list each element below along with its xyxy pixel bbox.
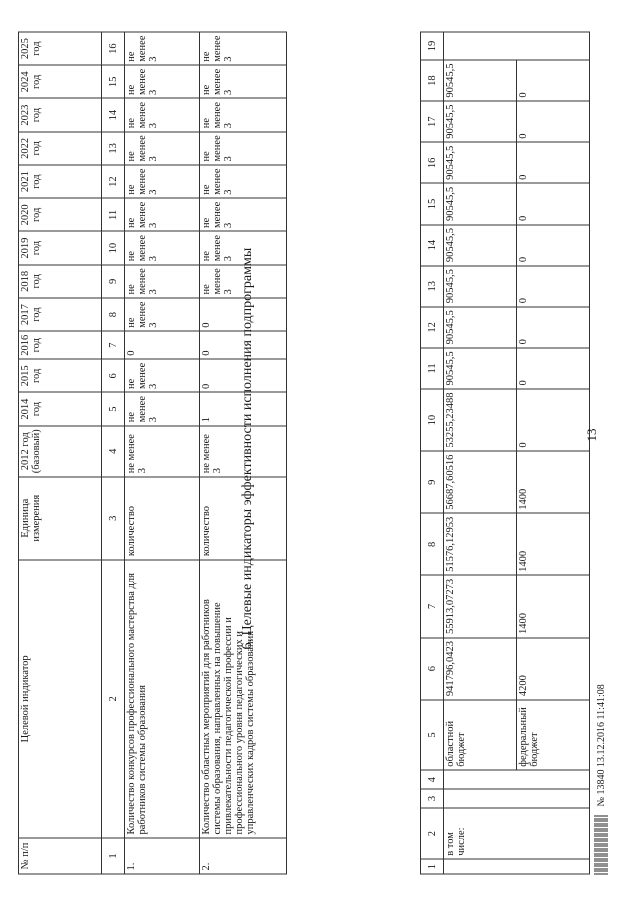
header-year: 2017 год [19, 298, 102, 331]
budget-value: 90545,5 [444, 225, 517, 266]
col-number: 2 [421, 808, 444, 859]
row-num: 1. [125, 838, 200, 874]
budget-value: 1400 [517, 451, 590, 513]
col-number: 17 [421, 101, 444, 142]
doc-id: № 13840 13.12.2016 11:41:08 [595, 684, 607, 807]
col-number: 10 [421, 389, 444, 451]
budget-value: 0 [517, 389, 590, 451]
row-value: не менее 3 [200, 426, 287, 477]
col-number: 13 [102, 132, 125, 165]
col-number: 1 [421, 859, 444, 874]
budget-value: 51576,12953 [444, 513, 517, 575]
budget-cell-empty [444, 770, 590, 789]
header-year: 2022 год [19, 132, 102, 165]
row-num: 2. [200, 838, 287, 874]
col-number: 4 [421, 770, 444, 789]
row-value: не менее 3 [200, 232, 287, 265]
budget-value: 90545,5 [444, 183, 517, 224]
budget-value: 90545,5 [444, 307, 517, 348]
row-value: не менее 3 [125, 165, 200, 198]
budget-value: 55913,07273 [444, 575, 517, 637]
section-title: 6. Целевые индикаторы эффективности исполнения подпрограммы [240, 247, 255, 650]
table-row [517, 32, 590, 874]
col-number: 11 [102, 198, 125, 231]
budget-source: областной бюджет [444, 700, 517, 771]
budget-source: федеральный бюджет [517, 700, 590, 771]
col-number: 8 [102, 298, 125, 331]
budget-value: 90545,5 [444, 266, 517, 307]
header-num: № п/п [19, 838, 102, 874]
col-number: 7 [421, 575, 444, 637]
col-number: 7 [102, 331, 125, 359]
table-row [125, 32, 200, 874]
col-number: 13 [421, 266, 444, 307]
col-number: 18 [421, 60, 444, 101]
budget-value: 0 [517, 348, 590, 389]
row-value: не менее 3 [125, 393, 200, 426]
budget-value: 56687,60516 [444, 451, 517, 513]
row-value: не менее 3 [125, 32, 200, 65]
row-value: не менее 3 [125, 359, 200, 392]
col-number: 5 [421, 700, 444, 771]
col-number: 11 [421, 348, 444, 389]
page-number: 13 [584, 428, 599, 442]
col-number: 15 [102, 65, 125, 98]
budget-cell-empty [444, 789, 590, 808]
budget-cell-empty [444, 859, 590, 874]
table-row [444, 32, 517, 874]
budget-value: 941796,0423 [444, 638, 517, 700]
row-value: не менее 3 [125, 65, 200, 98]
budget-value: 0 [517, 60, 590, 101]
col-number: 4 [102, 426, 125, 477]
header-unit: Единица измерения [19, 477, 102, 560]
budget-cell-empty [444, 32, 590, 60]
row-value: не менее 3 [200, 32, 287, 65]
row-value: не менее 3 [125, 99, 200, 132]
barcode-icon [594, 815, 608, 875]
row-value: не менее 3 [125, 132, 200, 165]
row-value: не менее 3 [200, 99, 287, 132]
budget-value: 4200 [517, 638, 590, 700]
header-year: 2025 год [19, 32, 102, 65]
row-value: 1 [200, 393, 287, 426]
row-value: не менее 3 [200, 65, 287, 98]
row-value: 0 [200, 331, 287, 359]
header-year: 2018 год [19, 265, 102, 298]
header-year: 2014 год [19, 393, 102, 426]
col-number: 6 [421, 638, 444, 700]
col-number: 14 [421, 225, 444, 266]
row-value: не менее 3 [200, 198, 287, 231]
row-value: не менее 3 [200, 132, 287, 165]
budget-value: 0 [517, 183, 590, 224]
header-indicator: Целевой индикатор [19, 560, 102, 838]
budget-value: 1400 [517, 513, 590, 575]
budget-row-label: в том числе: [444, 808, 590, 859]
col-number: 6 [102, 359, 125, 392]
col-number: 16 [421, 142, 444, 183]
budget-value: 0 [517, 225, 590, 266]
col-number: 3 [421, 789, 444, 808]
row-value: не менее 3 [200, 265, 287, 298]
header-year: 2023 год [19, 99, 102, 132]
row-value: не менее 3 [125, 298, 200, 331]
indicators-colnum-row [102, 32, 125, 874]
header-year: 2020 год [19, 198, 102, 231]
header-year: 2024 год [19, 65, 102, 98]
budget-table [420, 32, 590, 875]
header-year: 2016 год [19, 331, 102, 359]
row-value: 0 [200, 359, 287, 392]
col-number: 3 [102, 477, 125, 560]
col-number: 10 [102, 232, 125, 265]
col-number: 14 [102, 99, 125, 132]
budget-value: 0 [517, 101, 590, 142]
col-number: 1 [102, 838, 125, 874]
budget-value: 0 [517, 266, 590, 307]
row-value: не менее 3 [200, 165, 287, 198]
col-number: 9 [421, 451, 444, 513]
col-number: 12 [102, 165, 125, 198]
header-year: 2021 год [19, 165, 102, 198]
row-indicator: Количество областных мероприятий для работников системы образования, направленных на повышение привлекательности педагогической профессии и профессионального уровня педагогических и управленческих кадров системы образования [200, 560, 287, 838]
budget-value: 90545,5 [444, 60, 517, 101]
header-year: 2019 год [19, 232, 102, 265]
col-number: 2 [102, 560, 125, 838]
budget-value: 90545,5 [444, 348, 517, 389]
budget-value: 0 [517, 307, 590, 348]
row-unit: количество [125, 477, 200, 560]
row-value: 0 [125, 331, 200, 359]
col-number: 9 [102, 265, 125, 298]
budget-value: 0 [517, 142, 590, 183]
col-number: 19 [421, 32, 444, 60]
row-value: не менее 3 [125, 198, 200, 231]
col-number: 16 [102, 32, 125, 65]
budget-value: 90545,5 [444, 142, 517, 183]
header-year: 2015 год [19, 359, 102, 392]
budget-colnum-row [421, 32, 444, 874]
budget-value: 1400 [517, 575, 590, 637]
indicators-header-row [19, 32, 102, 874]
col-number: 5 [102, 393, 125, 426]
col-number: 12 [421, 307, 444, 348]
row-value: не менее 3 [125, 232, 200, 265]
row-unit: количество [200, 477, 287, 560]
col-number: 15 [421, 183, 444, 224]
row-value: не менее 3 [125, 265, 200, 298]
footer [594, 684, 608, 874]
row-value: не менее 3 [125, 426, 200, 477]
row-value: 0 [200, 298, 287, 331]
row-indicator: Количество конкурсов профессионального мастерства для работников системы образования [125, 560, 200, 838]
budget-value: 90545,5 [444, 101, 517, 142]
col-number: 8 [421, 513, 444, 575]
header-year: 2012 год (базовый) [19, 426, 102, 477]
budget-value: 53255,23488 [444, 389, 517, 451]
